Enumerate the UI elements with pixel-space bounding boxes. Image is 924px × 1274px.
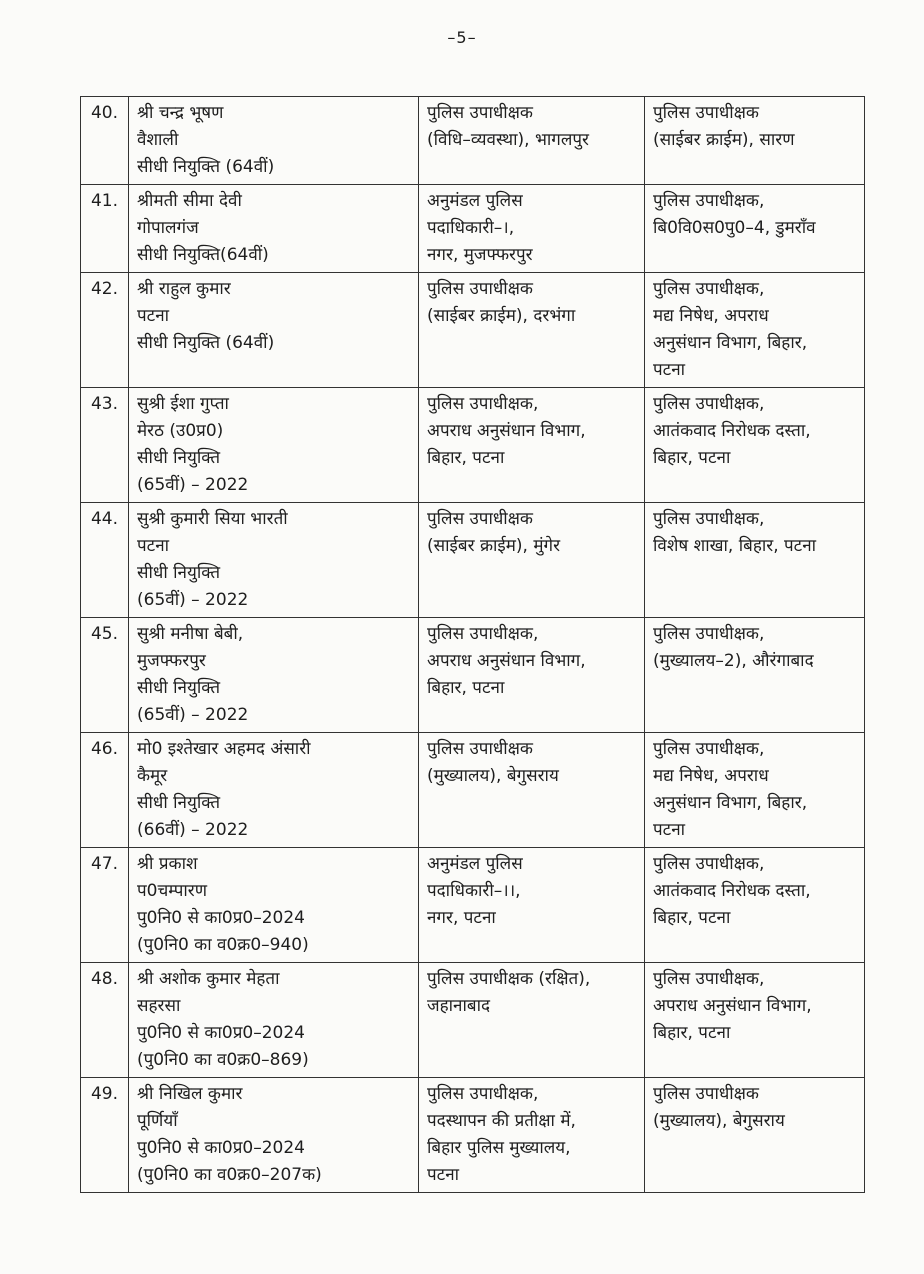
new-posting-cell [645, 1078, 865, 1193]
new-posting-line: मद्य निषेध, अपराध [653, 766, 769, 786]
officer-line: पु0नि0 से का0प्र0–2024 [137, 1023, 305, 1043]
new-posting-line: पुलिस उपाधीक्षक, [653, 279, 765, 299]
officer-line: पूर्णियाँ [137, 1111, 178, 1131]
officer-line: (65वीं) – 2022 [137, 475, 249, 495]
serial-number: 42. [81, 273, 129, 388]
officer-line: श्री चन्द्र भूषण [137, 103, 224, 123]
officer-line: श्रीमती सीमा देवी [137, 191, 242, 211]
new-posting-line: (मुख्यालय), बेगुसराय [653, 1111, 785, 1131]
new-posting-cell [645, 733, 865, 848]
current-posting-cell [419, 733, 645, 848]
current-posting-line: जहानाबाद [427, 996, 491, 1016]
current-posting-line: पटना [427, 1165, 460, 1185]
officer-cell [129, 185, 419, 273]
officer-line: सीधी नियुक्ति [137, 448, 221, 468]
new-posting-line: पटना [653, 360, 686, 380]
posting-table [80, 96, 865, 1193]
current-posting-line: (मुख्यालय), बेगुसराय [427, 766, 559, 786]
table-row [81, 97, 865, 185]
new-posting-cell [645, 618, 865, 733]
officer-line: सीधी नियुक्ति(64वीं) [137, 245, 269, 265]
officer-line: पु0नि0 से का0प्र0–2024 [137, 1138, 305, 1158]
officer-cell [129, 848, 419, 963]
current-posting-line: अनुमंडल पुलिस [427, 191, 523, 211]
new-posting-line: पटना [653, 820, 686, 840]
current-posting-cell [419, 185, 645, 273]
current-posting-line: बिहार पुलिस मुख्यालय, [427, 1138, 571, 1158]
table-row [81, 963, 865, 1078]
table-row [81, 503, 865, 618]
officer-line: श्री निखिल कुमार [137, 1084, 243, 1104]
current-posting-cell [419, 963, 645, 1078]
new-posting-cell [645, 503, 865, 618]
table-row [81, 273, 865, 388]
new-posting-line: पुलिस उपाधीक्षक, [653, 624, 765, 644]
serial-number: 49. [81, 1078, 129, 1193]
new-posting-line: आतंकवाद निरोधक दस्ता, [653, 881, 811, 901]
officer-line: श्री अशोक कुमार मेहता [137, 969, 280, 989]
officer-cell [129, 733, 419, 848]
officer-line: (65वीं) – 2022 [137, 590, 249, 610]
officer-line: (पु0नि0 का व0क्र0–869) [137, 1050, 309, 1070]
serial-number: 47. [81, 848, 129, 963]
current-posting-line: पुलिस उपाधीक्षक, [427, 1084, 539, 1104]
current-posting-cell [419, 503, 645, 618]
officer-line: मो0 इश्तेखार अहमद अंसारी [137, 739, 311, 759]
new-posting-line: पुलिस उपाधीक्षक, [653, 191, 765, 211]
new-posting-line: पुलिस उपाधीक्षक, [653, 969, 765, 989]
officer-line: सुश्री मनीषा बेबी, [137, 624, 244, 644]
officer-line: पटना [137, 306, 170, 326]
current-posting-line: बिहार, पटना [427, 678, 505, 698]
new-posting-line: पुलिस उपाधीक्षक, [653, 739, 765, 759]
current-posting-line: बिहार, पटना [427, 448, 505, 468]
new-posting-line: अनुसंधान विभाग, बिहार, [653, 793, 808, 813]
current-posting-line: पुलिस उपाधीक्षक [427, 103, 533, 123]
officer-cell [129, 1078, 419, 1193]
current-posting-cell [419, 388, 645, 503]
new-posting-line: अनुसंधान विभाग, बिहार, [653, 333, 808, 353]
new-posting-cell [645, 388, 865, 503]
officer-line: श्री राहुल कुमार [137, 279, 231, 299]
officer-cell [129, 388, 419, 503]
new-posting-line: पुलिस उपाधीक्षक [653, 1084, 759, 1104]
new-posting-cell [645, 848, 865, 963]
current-posting-line: पुलिस उपाधीक्षक [427, 279, 533, 299]
officer-line: सीधी नियुक्ति [137, 563, 221, 583]
new-posting-cell [645, 97, 865, 185]
officer-line: सुश्री ईशा गुप्ता [137, 394, 229, 414]
officer-line: कैमूर [137, 766, 168, 786]
officer-line: (66वीं) – 2022 [137, 820, 249, 840]
current-posting-line: पदाधिकारी–।, [427, 218, 515, 238]
current-posting-cell [419, 97, 645, 185]
officer-line: सीधी नियुक्ति [137, 793, 221, 813]
current-posting-line: नगर, पटना [427, 908, 496, 928]
current-posting-line: पुलिस उपाधीक्षक, [427, 394, 539, 414]
new-posting-line: पुलिस उपाधीक्षक, [653, 509, 765, 529]
new-posting-cell [645, 273, 865, 388]
new-posting-line: पुलिस उपाधीक्षक, [653, 394, 765, 414]
current-posting-line: पुलिस उपाधीक्षक [427, 739, 533, 759]
current-posting-cell [419, 1078, 645, 1193]
current-posting-cell [419, 848, 645, 963]
serial-number: 46. [81, 733, 129, 848]
new-posting-line: पुलिस उपाधीक्षक [653, 103, 759, 123]
current-posting-line: पुलिस उपाधीक्षक [427, 509, 533, 529]
new-posting-line: (मुख्यालय–2), औरंगाबाद [653, 651, 814, 671]
new-posting-cell [645, 963, 865, 1078]
current-posting-line: नगर, मुजफ्फरपुर [427, 245, 533, 265]
officer-cell [129, 503, 419, 618]
table-row [81, 733, 865, 848]
officer-line: श्री प्रकाश [137, 854, 198, 874]
serial-number: 44. [81, 503, 129, 618]
table-body [81, 97, 865, 1193]
serial-number: 48. [81, 963, 129, 1078]
new-posting-line: (साईबर क्राईम), सारण [653, 130, 795, 150]
new-posting-cell [645, 185, 865, 273]
serial-number: 41. [81, 185, 129, 273]
current-posting-line: अनुमंडल पुलिस [427, 854, 523, 874]
current-posting-line: अपराध अनुसंधान विभाग, [427, 651, 586, 671]
serial-number: 45. [81, 618, 129, 733]
table-row [81, 185, 865, 273]
new-posting-line: पुलिस उपाधीक्षक, [653, 854, 765, 874]
officer-line: सीधी नियुक्ति (64वीं) [137, 157, 275, 177]
officer-cell [129, 273, 419, 388]
new-posting-line: आतंकवाद निरोधक दस्ता, [653, 421, 811, 441]
officer-cell [129, 97, 419, 185]
officer-line: सीधी नियुक्ति (64वीं) [137, 333, 275, 353]
current-posting-line: पुलिस उपाधीक्षक, [427, 624, 539, 644]
current-posting-cell [419, 618, 645, 733]
current-posting-line: (साईबर क्राईम), दरभंगा [427, 306, 576, 326]
officer-line: (पु0नि0 का व0क्र0–207क) [137, 1165, 322, 1185]
current-posting-line: पुलिस उपाधीक्षक (रक्षित), [427, 969, 591, 989]
table-row [81, 388, 865, 503]
officer-cell [129, 963, 419, 1078]
new-posting-line: बिहार, पटना [653, 908, 731, 928]
current-posting-line: (साईबर क्राईम), मुंगेर [427, 536, 561, 556]
officer-line: सहरसा [137, 996, 181, 1016]
current-posting-line: अपराध अनुसंधान विभाग, [427, 421, 586, 441]
officer-line: मेरठ (उ0प्र0) [137, 421, 224, 441]
new-posting-line: बि0वि0स0पु0–4, डुमराँव [653, 218, 816, 238]
officer-line: पु0नि0 से का0प्र0–2024 [137, 908, 305, 928]
current-posting-line: (विधि–व्यवस्था), भागलपुर [427, 130, 590, 150]
current-posting-line: पदस्थापन की प्रतीक्षा में, [427, 1111, 576, 1131]
officer-line: पटना [137, 536, 170, 556]
officer-line: (65वीं) – 2022 [137, 705, 249, 725]
officer-line: प0चम्पारण [137, 881, 207, 901]
serial-number: 43. [81, 388, 129, 503]
table-row [81, 1078, 865, 1193]
new-posting-line: विशेष शाखा, बिहार, पटना [653, 536, 817, 556]
current-posting-cell [419, 273, 645, 388]
page-number: –5– [447, 28, 477, 47]
officer-line: सीधी नियुक्ति [137, 678, 221, 698]
current-posting-line: पदाधिकारी–।।, [427, 881, 521, 901]
new-posting-line: बिहार, पटना [653, 1023, 731, 1043]
table-row [81, 848, 865, 963]
new-posting-line: अपराध अनुसंधान विभाग, [653, 996, 812, 1016]
officer-line: मुजफ्फरपुर [137, 651, 206, 671]
officer-cell [129, 618, 419, 733]
new-posting-line: बिहार, पटना [653, 448, 731, 468]
serial-number: 40. [81, 97, 129, 185]
officer-line: सुश्री कुमारी सिया भारती [137, 509, 288, 529]
officer-line: (पु0नि0 का व0क्र0–940) [137, 935, 309, 955]
new-posting-line: मद्य निषेध, अपराध [653, 306, 769, 326]
table-row [81, 618, 865, 733]
officer-line: वैशाली [137, 130, 179, 150]
officer-line: गोपालगंज [137, 218, 199, 238]
